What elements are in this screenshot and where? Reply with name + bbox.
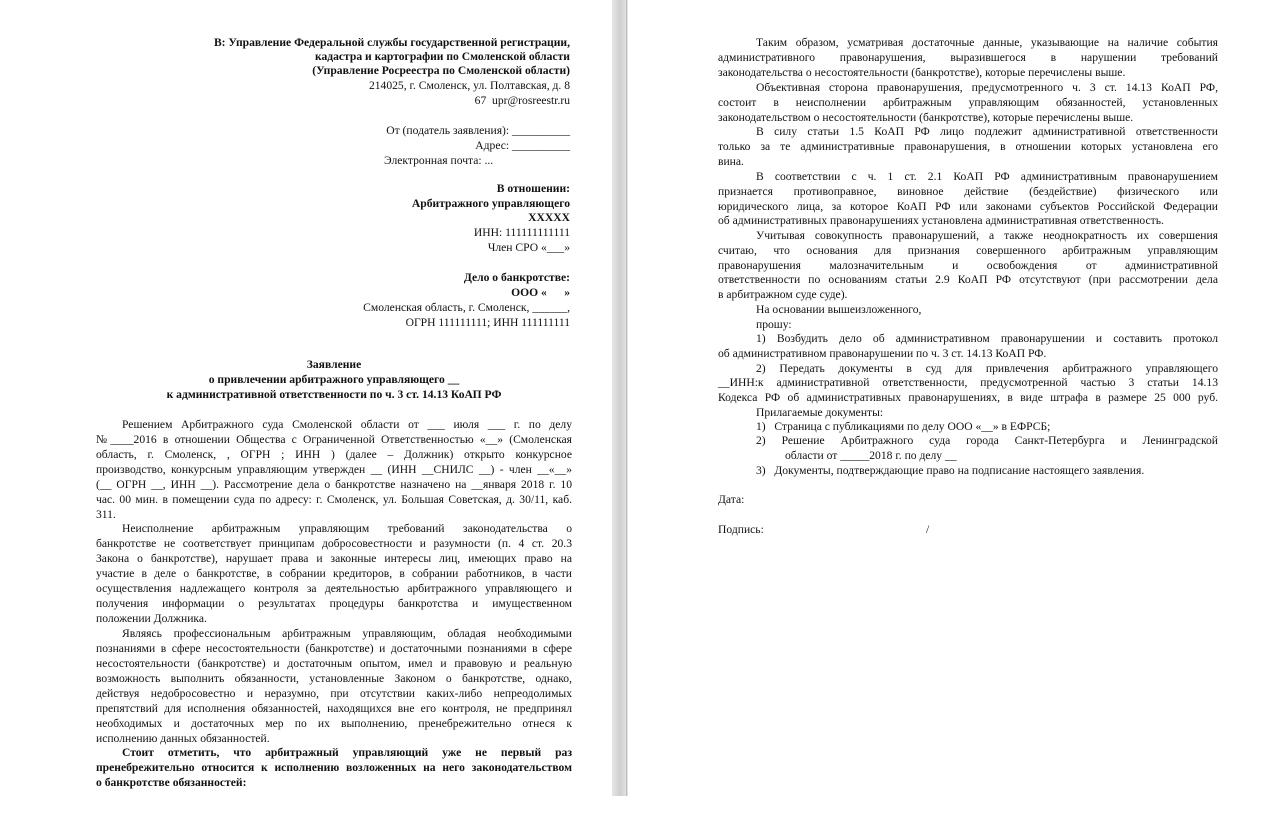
text-line: участие в деле о банкротстве, в собрании кредиторов, в собрании работников, в части <box>96 567 572 580</box>
case-line: Смоленская область, г. Смоленск, ______, <box>363 301 570 314</box>
text-line: возможность выполнить обязанности, установленные Законом о банкротстве, однако, <box>96 672 572 685</box>
text-line: действуя недобросовестно и неразумно, при отсутствии каких-либо непреодолимых <box>96 687 572 700</box>
attachment-item: области от _____2018 г. по делу __ <box>785 449 957 462</box>
title-line: Заявление <box>306 358 362 371</box>
addressee-line: 214025, г. Смоленск, ул. Полтавская, д. 8 <box>368 79 570 92</box>
text-line: исполнению данных обязанностей. <box>96 732 270 745</box>
request-item: __ИНН:к административной ответственности, предусмотренной частью 3 статьи 14.13 <box>718 376 1218 389</box>
text-line: в арбитражном суде суде). <box>718 288 848 301</box>
text-line: 311. <box>96 508 116 521</box>
regarding-line: Арбитражного управляющего <box>411 197 570 210</box>
text-line: осуществления надлежащего контроля за деятельностью арбитражного управляющего и <box>96 582 572 595</box>
text-line: ответственности по основаниям статьи 2.9 КоАП РФ отсутствуют (при рассмотрении дела <box>718 273 1218 286</box>
text-line: законодательством о несостоятельности (банкротстве), которые перечислены выше. <box>718 111 1134 124</box>
text-line: Решением Арбитражного суда Смоленской области от ___ июля ___ г. по делу <box>122 418 572 431</box>
text-line: состоит в неисполнении арбитражным управляющим обязанностей, установленных <box>718 96 1218 109</box>
text-line: час. 00 мин. в помещении суда по адресу: г. Смоленск, ул. Большая Советская, д. 30/11, каб. <box>96 493 572 506</box>
text-line: Стоит отметить, что арбитражный управляющий уже не первый раз <box>122 746 572 759</box>
text-line: о банкротстве обязанностей: <box>96 776 247 789</box>
attachment-item: 2) Решение Арбитражного суда города Санкт-Петербурга и Ленинградской <box>756 434 1218 447</box>
text-line: область, г. Смоленск, , ОГРН ; ИНН ) (далее – Должник) открыто конкурсное <box>96 448 572 461</box>
regarding-line: Член СРО «___» <box>487 241 570 254</box>
attachment-item: 1) Страница с публикациями по делу ООО «__» в ЕФРСБ; <box>756 420 1051 433</box>
request-label: прошу: <box>756 318 792 331</box>
case-line: ОГРН 111111111; ИНН 111111111 <box>405 316 570 329</box>
text-line: Учитывая совокупность правонарушений, а также неоднократность их совершения <box>756 229 1218 242</box>
text-line: необходимых и достаточных мер по их выполнению, пренебрежительно отнеся к <box>96 717 572 730</box>
title-line: к административной ответственности по ч. 3 ст. 14.13 КоАП РФ <box>166 388 502 401</box>
title-line: о привлечении арбитражного управляющего __ <box>208 373 460 386</box>
text-line: №____2016 в отношении Общества с Ограниченной Ответственностью «__» (Смоленская <box>96 433 572 446</box>
page-divider <box>626 0 627 796</box>
signature-label: Подпись: <box>718 523 764 536</box>
text-line: Закона о банкротстве), нарушает права и законные интересы лиц, имеющих право на <box>96 552 572 565</box>
attachments-title: Прилагаемые документы: <box>756 406 884 419</box>
text-line: признается противоправное, виновное действие (бездействие) физического или <box>718 185 1218 198</box>
case-line: ООО « » <box>511 286 570 299</box>
text-line: административного правонарушения, выразившегося в нарушении требований <box>718 51 1218 64</box>
regarding-line: ИНН: 111111111111 <box>473 226 570 239</box>
signature-slash: / <box>926 523 930 536</box>
request-item: 2) Передать документы в суд для привлечения арбитражного управляющего <box>756 362 1218 375</box>
from-applicant: От (податель заявления): __________ <box>386 124 570 137</box>
addressee-line: В: Управление Федеральной службы государственной регистрации, <box>213 36 570 49</box>
text-line: положении Должника. <box>96 612 207 625</box>
text-line: (__ ОГРН __, ИНН __). Рассмотрение дела о банкротстве назначено на __января 2018 г. 10 <box>96 478 572 491</box>
text-line: вина. <box>718 155 744 168</box>
text-line: законодательства о несостоятельности (банкротстве), которые перечислены выше. <box>718 66 1126 79</box>
document-page-right <box>628 0 1264 838</box>
text-line: Неисполнение арбитражным управляющим требований законодательства о <box>122 522 572 535</box>
text-line: правонарушения малозначительным и освобождения от административной <box>718 259 1218 272</box>
text-line: получения информации о результатах процедуры банкротства и имущественном <box>96 597 572 610</box>
from-email: Электронная почта: ... <box>384 154 494 167</box>
request-item: 1) Возбудить дело об административном правонарушении и составить протокол <box>756 332 1218 345</box>
regarding-line: В отношении: <box>496 182 570 195</box>
text-line: Таким образом, усматривая достаточные данные, указывающие на наличие события <box>756 36 1218 49</box>
document-page-left <box>0 0 612 838</box>
text-line: считаю, что основания для признания совершенного арбитражным управляющим <box>718 244 1218 257</box>
text-line: банкротстве не соответствует принципам добросовестности и разумности (п. 4 ст. 20.3 <box>96 537 572 550</box>
case-line: Дело о банкротстве: <box>463 271 570 284</box>
request-item: об административном правонарушении по ч. 3 ст. 14.13 КоАП РФ. <box>718 347 1047 360</box>
text-line: несостоятельности (банкротстве) и достаточным опытом, имел и правовую и реальную <box>96 657 572 670</box>
addressee-line: кадастра и картографии по Смоленской области <box>314 50 570 63</box>
text-line: Объективная сторона правонарушения, предусмотренного ч. 3 ст. 14.13 КоАП РФ, <box>756 81 1218 94</box>
text-line: об административных правонарушениях установлена административная ответственность. <box>718 214 1164 227</box>
text-line: пренебрежительно относится к исполнению возложенных на него законодательством <box>96 761 572 774</box>
text-line: только за те административные правонарушения, в отношении которых установлена его <box>718 140 1218 153</box>
text-line: препятствий для исполнения обязанностей, находящихся вне его контроля, не предпринял <box>96 702 572 715</box>
text-line: Являясь профессиональным арбитражным управляющим, обладая необходимыми <box>122 627 572 640</box>
from-address: Адрес: __________ <box>475 139 570 152</box>
text-line: юридического лица, за которое КоАП РФ или законами субъектов Российской Федерации <box>718 200 1218 213</box>
regarding-line: ХХХХХ <box>528 211 570 224</box>
text-line: познаниями в сфере несостоятельности (банкротстве) и достаточными познаниями в сфере <box>96 642 572 655</box>
date-label: Дата: <box>718 493 745 506</box>
basis-line: На основании вышеизложенного, <box>756 303 922 316</box>
text-line: В соответствии с ч. 1 ст. 2.1 КоАП РФ административным правонарушением <box>756 170 1218 183</box>
addressee-line: (Управление Росреестра по Смоленской области) <box>312 64 570 77</box>
text-line: В силу статьи 1.5 КоАП РФ лицо подлежит административной ответственности <box>756 125 1218 138</box>
addressee-line: 67 upr@rosreestr.ru <box>474 94 570 107</box>
attachment-item: 3) Документы, подтверждающие право на подписание настоящего заявления. <box>756 464 1145 477</box>
request-item: Кодекса РФ об административных правонарушениях, в виде штрафа в размере 25 000 руб. <box>718 391 1218 404</box>
text-line: производство, конкурсным управляющим утвержден __ (ИНН __СНИЛС __) - член __«__» <box>96 463 572 476</box>
